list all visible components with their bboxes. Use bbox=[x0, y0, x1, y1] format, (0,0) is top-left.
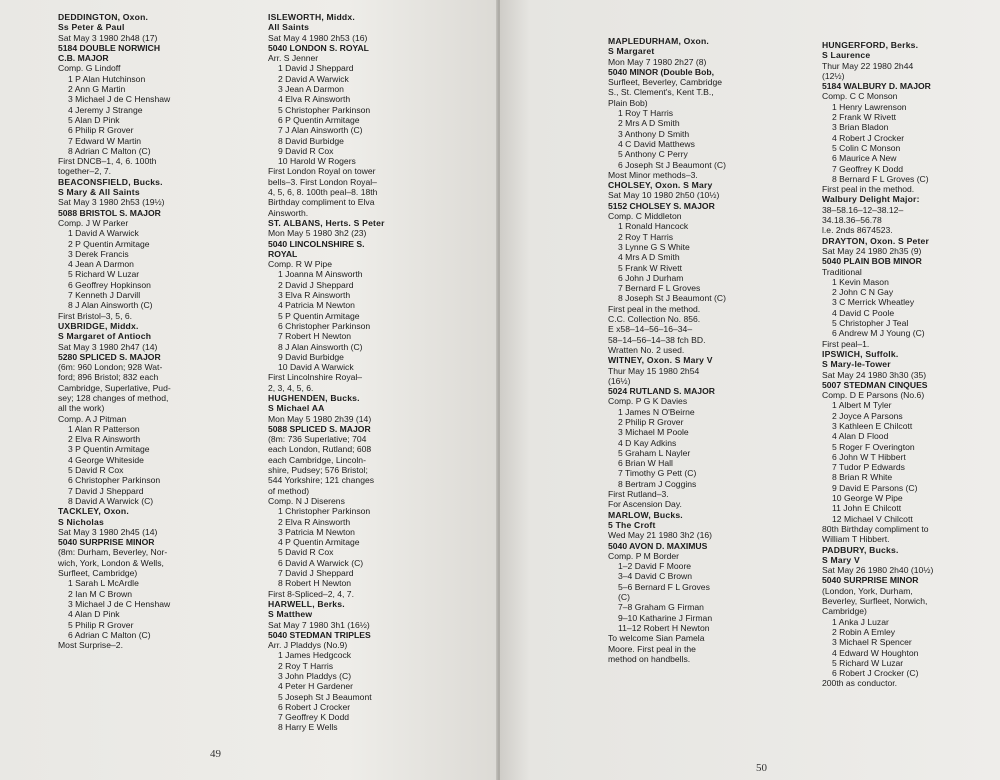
text-line: Ainsworth. bbox=[268, 207, 309, 218]
entry-heading: All Saints bbox=[268, 22, 310, 33]
text-line: Sat May 7 1980 3h1 (16½) bbox=[268, 619, 370, 630]
ringer-line: 1 Ronald Hancock bbox=[618, 221, 689, 232]
ringer-line: 1 Joanna M Ainsworth bbox=[278, 269, 363, 280]
peal-method: 5088 SPLICED S. MAJOR bbox=[268, 423, 371, 434]
text-line: Sat May 3 1980 2h53 (19½) bbox=[58, 197, 165, 208]
ringer-line: 4 C David Matthews bbox=[618, 138, 695, 149]
entry-heading: S Michael AA bbox=[268, 403, 325, 414]
ringer-line: 5 David R Cox bbox=[68, 465, 124, 476]
left-page bbox=[0, 0, 498, 780]
ringer-line: 5 Colin C Monson bbox=[832, 142, 901, 153]
text-line: Thur May 22 1980 2h44 bbox=[822, 60, 914, 71]
ringer-line: 3 Anthony D Smith bbox=[618, 128, 690, 139]
entry-heading: 5 The Croft bbox=[608, 519, 656, 530]
ringer-line: 8 David Burbidge bbox=[278, 135, 344, 146]
text-line: shire, Pudsey; 576 Bristol; bbox=[268, 465, 368, 476]
ringer-line: 3 Brian Bladon bbox=[832, 122, 889, 133]
text-line: For Ascension Day. bbox=[608, 499, 682, 510]
peal-method: 5184 WALBURY D. MAJOR bbox=[822, 81, 931, 92]
peal-method: 5040 PLAIN BOB MINOR bbox=[822, 256, 922, 267]
peal-method: 5088 BRISTOL S. MAJOR bbox=[58, 207, 161, 218]
text-line: (6m: 960 London; 928 Wat- bbox=[58, 362, 163, 373]
entry-heading: CHOLSEY, Oxon. S Mary bbox=[608, 180, 713, 191]
column-4 bbox=[822, 40, 992, 689]
ringer-line: 2 Ian M C Brown bbox=[68, 588, 132, 599]
ringer-line: 1 Roy T Harris bbox=[618, 108, 674, 119]
text-line: First Lincolnshire Royal– bbox=[268, 372, 363, 383]
ringer-line: 6 Brian W Hall bbox=[618, 458, 673, 469]
ringer-line: 6 Philip R Grover bbox=[68, 125, 134, 136]
ringer-line: 6 Geoffrey Hopkinson bbox=[68, 279, 151, 290]
ringer-line: 3 Patricia M Newton bbox=[278, 526, 355, 537]
ringer-line: 5–6 Bernard F L Groves bbox=[618, 581, 710, 592]
ringer-line: 11 John E Chilcott bbox=[832, 503, 902, 514]
ringer-line: 2 Frank W Rivett bbox=[832, 112, 896, 123]
ringer-line: 5 Joseph St J Beaumont bbox=[278, 691, 372, 702]
ringer-line: 6 Robert J Crocker (C) bbox=[832, 668, 919, 679]
text-line: Sat May 3 1980 2h45 (14) bbox=[58, 526, 158, 537]
ringer-line: 8 Brian R White bbox=[832, 472, 893, 483]
ringer-line: 6 P Quentin Armitage bbox=[278, 114, 360, 125]
ringer-line: 12 Michael V Chilcott bbox=[832, 513, 913, 524]
text-line: 34.18.36–56.78 bbox=[822, 215, 882, 226]
entry-heading: IPSWICH, Suffolk. bbox=[822, 348, 899, 359]
text-line: Comp. A J Pitman bbox=[58, 413, 127, 424]
text-line: First Bristol–3, 5, 6. bbox=[58, 310, 133, 321]
text-line: wich, York, London & Wells, bbox=[58, 557, 164, 568]
text-line: ford; 896 Bristol; 832 each bbox=[58, 372, 159, 383]
ringer-line: 3 Lynne G S White bbox=[618, 241, 690, 252]
ringer-line: 6 Adrian C Malton (C) bbox=[68, 629, 151, 640]
ringer-line: 5 Richard W Luzar bbox=[832, 657, 904, 668]
text-line: Comp. N J Diserens bbox=[268, 495, 345, 506]
ringer-line: 3 Elva R Ainsworth bbox=[278, 290, 351, 301]
entry-heading: S Mary V bbox=[822, 554, 860, 565]
ringer-line: 7 Geoffrey K Dodd bbox=[832, 163, 904, 174]
ringer-line: 7 Geoffrey K Dodd bbox=[278, 712, 350, 723]
ringer-line: 2 Roy T Harris bbox=[618, 231, 674, 242]
peal-method: 5040 SURPRISE MINOR bbox=[822, 575, 919, 586]
ringer-line: 6 Maurice A New bbox=[832, 153, 897, 164]
ringer-line: 5 Christopher J Teal bbox=[832, 318, 909, 329]
text-line: Mon May 5 1980 2h39 (14) bbox=[268, 413, 372, 424]
peal-method: 5280 SPLICED S. MAJOR bbox=[58, 351, 161, 362]
text-line: (London, York, Durham, bbox=[822, 585, 913, 596]
entry-heading: DRAYTON, Oxon. S Peter bbox=[822, 235, 930, 246]
text-line: Wratten No. 2 used. bbox=[608, 344, 685, 355]
text-line: each Cambridge, Lincoln- bbox=[268, 454, 366, 465]
text-line: (12½) bbox=[822, 70, 845, 81]
peal-method: 5040 AVON D. MAXIMUS bbox=[608, 540, 708, 551]
ringer-line: 4 Jean A Darmon bbox=[68, 259, 134, 270]
ringer-line: 3 Jean A Darmon bbox=[278, 84, 344, 95]
ringer-line: 4 Elva R Ainsworth bbox=[278, 94, 351, 105]
text-line: Traditional bbox=[822, 266, 862, 277]
ringer-line: 1 David A Warwick bbox=[68, 228, 139, 239]
entry-heading: HUGHENDEN, Bucks. bbox=[268, 392, 360, 403]
entry-heading: ST. ALBANS, Herts. S Peter bbox=[268, 217, 385, 228]
text-line: Sat May 4 1980 2h53 (16) bbox=[268, 32, 368, 43]
peal-method: 5040 LONDON S. ROYAL bbox=[268, 42, 369, 53]
ringer-line: 3–4 David C Brown bbox=[618, 571, 693, 582]
peal-method: 5040 LINCOLNSHIRE S. bbox=[268, 238, 365, 249]
ringer-line: 4 David C Poole bbox=[832, 307, 895, 318]
text-line: Comp. C C Monson bbox=[822, 91, 898, 102]
entry-heading: Ss Peter & Paul bbox=[58, 22, 125, 33]
right-page bbox=[500, 0, 1000, 780]
peal-method: 5152 CHOLSEY S. MAJOR bbox=[608, 200, 715, 211]
ringer-line: 2 David A Warwick bbox=[278, 73, 349, 84]
entry-heading: ISLEWORTH, Middx. bbox=[268, 12, 355, 22]
ringer-line: 1 James N O'Beirne bbox=[618, 406, 695, 417]
text-line: method on handbells. bbox=[608, 653, 691, 664]
ringer-line: 9 David E Parsons (C) bbox=[832, 482, 918, 493]
text-line: Beverley, Surfleet, Norwich, bbox=[822, 596, 928, 607]
ringer-line: 7 David J Sheppard bbox=[278, 568, 354, 579]
ringer-line: 4 Alan D Flood bbox=[832, 431, 889, 442]
peal-method: ROYAL bbox=[268, 248, 298, 259]
ringer-line: 5 Richard W Luzar bbox=[68, 269, 140, 280]
ringer-line: 2 Roy T Harris bbox=[278, 660, 334, 671]
ringer-line: 7 J Alan Ainsworth (C) bbox=[278, 125, 363, 136]
text-line: Moore. First peal in the bbox=[608, 643, 696, 654]
ringer-line: 2 David J Sheppard bbox=[278, 279, 354, 290]
ringer-line: 5 Philip R Grover bbox=[68, 619, 134, 630]
text-line: (8m: 736 Superlative; 704 bbox=[268, 434, 367, 445]
ringer-line: 4 Edward W Houghton bbox=[832, 647, 919, 658]
ringer-line: 1 David J Sheppard bbox=[278, 63, 354, 74]
ringer-line: 7 Robert H Newton bbox=[278, 331, 352, 342]
ringer-line: 3 P Quentin Armitage bbox=[68, 444, 150, 455]
entry-heading: S Matthew bbox=[268, 609, 313, 620]
text-line: of method) bbox=[268, 485, 310, 496]
peal-method: C.B. MAJOR bbox=[58, 53, 109, 64]
entry-heading: TACKLEY, Oxon. bbox=[58, 506, 129, 517]
text-line: l.e. 2nds 8674523. bbox=[822, 225, 893, 236]
ringer-line: 5 Anthony C Perry bbox=[618, 149, 688, 160]
text-line: (16½) bbox=[608, 375, 631, 386]
column-1 bbox=[58, 12, 258, 650]
ringer-line: 2 Joyce A Parsons bbox=[832, 410, 903, 421]
ringer-line: 1 Kevin Mason bbox=[832, 276, 889, 287]
page-number-left: 49 bbox=[210, 748, 221, 760]
column-2 bbox=[268, 12, 478, 733]
text-line: Comp. J W Parker bbox=[58, 217, 129, 228]
peal-method: 5184 DOUBLE NORWICH bbox=[58, 42, 161, 53]
text-line: each London, Rutland; 608 bbox=[268, 444, 372, 455]
ringer-line: 5 Roger F Overington bbox=[832, 441, 915, 452]
ringer-line: 4 Peter H Gardener bbox=[278, 681, 353, 692]
ringer-line: 4 D Kay Adkins bbox=[618, 437, 677, 448]
ringer-line: 6 Christopher Parkinson bbox=[278, 320, 371, 331]
ringer-line: 3 Kathleen E Chilcott bbox=[832, 420, 913, 431]
ringer-line: 5 Christopher Parkinson bbox=[278, 104, 371, 115]
ringer-line: 4 Jeremy J Strange bbox=[68, 104, 143, 115]
page-number-right: 50 bbox=[756, 762, 767, 774]
text-line: 38–58.16–12–38.12– bbox=[822, 204, 904, 215]
text-line: Sat May 3 1980 2h47 (14) bbox=[58, 341, 158, 352]
ringer-line: 8 Bernard F L Groves (C) bbox=[832, 173, 929, 184]
ringer-line: 6 John J Durham bbox=[618, 272, 684, 283]
text-line: Comp. D E Parsons (No.6) bbox=[822, 390, 925, 401]
ringer-line: 8 Robert H Newton bbox=[278, 578, 352, 589]
ringer-line: 6 Andrew M J Young (C) bbox=[832, 328, 925, 339]
ringer-line: 3 Derek Francis bbox=[68, 248, 129, 259]
ringer-line: 9 David Burbidge bbox=[278, 351, 344, 362]
ringer-line: 10 David A Warwick bbox=[278, 362, 354, 373]
column-3 bbox=[608, 36, 808, 664]
text-line: Sat May 26 1980 2h40 (10½) bbox=[822, 565, 934, 576]
ringer-line: 2 John C N Gay bbox=[832, 287, 894, 298]
text-line: Thur May 15 1980 2h54 bbox=[608, 365, 700, 376]
text-line: William T Hibbert. bbox=[822, 534, 890, 545]
ringer-line: 4 Robert J Crocker bbox=[832, 132, 905, 143]
entry-heading: Walbury Delight Major: bbox=[822, 194, 920, 205]
text-line: Surfleet, Beverley, Cambridge bbox=[608, 77, 722, 88]
text-line: Sat May 24 1980 3h30 (35) bbox=[822, 369, 927, 380]
text-line: S., St. Clement's, Kent T.B., bbox=[608, 87, 714, 98]
ringer-line: 8 Adrian C Malton (C) bbox=[68, 145, 151, 156]
entry-heading: BEACONSFIELD, Bucks. bbox=[58, 176, 163, 187]
text-line: bells–3. First London Royal– bbox=[268, 176, 377, 187]
entry-heading: S Nicholas bbox=[58, 516, 104, 527]
entry-heading: MARLOW, Bucks. bbox=[608, 509, 683, 520]
ringer-line: 10 George W Pipe bbox=[832, 493, 903, 504]
ringer-line: 5 Alan D Pink bbox=[68, 114, 120, 125]
ringer-line: 4 Alan D Pink bbox=[68, 609, 120, 620]
text-line: 80th Birthday compliment to bbox=[822, 523, 929, 534]
text-line: Cambridge, Superlative, Pud- bbox=[58, 382, 171, 393]
text-line: 2, 3, 4, 5, 6. bbox=[268, 382, 314, 393]
ringer-line: 5 David R Cox bbox=[278, 547, 334, 558]
ringer-line: 3 Michael R Spencer bbox=[832, 637, 912, 648]
text-line: First 8-Spliced–2, 4, 7. bbox=[268, 588, 354, 599]
text-line: 4, 5, 6, 8. 100th peal–8. 18th bbox=[268, 187, 378, 198]
ringer-line: 5 Frank W Rivett bbox=[618, 262, 682, 273]
ringer-line: 3 John Pladdys (C) bbox=[278, 671, 352, 681]
ringer-line: (C) bbox=[618, 592, 630, 603]
text-line: Arr. S Jenner bbox=[268, 53, 319, 64]
ringer-line: 1–2 David F Moore bbox=[618, 561, 692, 572]
ringer-line: 1 P Alan Hutchinson bbox=[68, 73, 146, 84]
ringer-line: 3 C Merrick Wheatley bbox=[832, 297, 915, 308]
ringer-line: 9–10 Katharine J Firman bbox=[618, 612, 713, 623]
ringer-line: 9 David R Cox bbox=[278, 145, 334, 156]
text-line: To welcome Sian Pamela bbox=[608, 633, 705, 644]
peal-method: 5040 STEDMAN TRIPLES bbox=[268, 629, 371, 640]
ringer-line: 3 Michael J de C Henshaw bbox=[68, 598, 171, 609]
peal-method: 5007 STEDMAN CINQUES bbox=[822, 379, 928, 390]
text-line: Mon May 7 1980 2h27 (8) bbox=[608, 56, 707, 67]
text-line: (8m: Durham, Beverley, Nor- bbox=[58, 547, 168, 558]
ringer-line: 6 Joseph St J Beaumont (C) bbox=[618, 159, 726, 170]
text-line: First London Royal on tower bbox=[268, 166, 376, 177]
text-line: Comp. G Lindoff bbox=[58, 63, 121, 74]
text-line: Comp. C Middleton bbox=[608, 211, 682, 222]
entry-heading: HARWELL, Berks. bbox=[268, 598, 345, 609]
text-line: 544 Yorkshire; 121 changes bbox=[268, 475, 375, 486]
text-line: C.C. Collection No. 856. bbox=[608, 314, 701, 325]
text-line: First peal in the method. bbox=[608, 303, 701, 314]
text-line: Surfleet, Cambridge) bbox=[58, 568, 138, 579]
ringer-line: 2 P Quentin Armitage bbox=[68, 238, 150, 249]
ringer-line: 4 Patricia M Newton bbox=[278, 300, 355, 311]
text-line: First peal–1. bbox=[822, 338, 870, 349]
text-line: 200th as conductor. bbox=[822, 678, 898, 689]
entry-heading: S Mary-le-Tower bbox=[822, 359, 891, 370]
ringer-line: 7 Edward W Martin bbox=[68, 135, 142, 146]
text-line: First peal in the method. bbox=[822, 184, 915, 195]
text-line: First Rutland–3. bbox=[608, 489, 669, 500]
ringer-line: 8 Bertram J Coggins bbox=[618, 478, 697, 489]
entry-heading: MAPLEDURHAM, Oxon. bbox=[608, 36, 709, 46]
text-line: Sat May 24 1980 2h35 (9) bbox=[822, 245, 922, 256]
text-line: Cambridge) bbox=[822, 606, 867, 617]
text-line: Comp. R W Pipe bbox=[268, 259, 332, 270]
ringer-line: 2 Robin A Emley bbox=[832, 626, 896, 637]
entry-heading: S Margaret of Antioch bbox=[58, 331, 152, 342]
ringer-line: 1 Sarah L McArdle bbox=[68, 578, 139, 589]
text-line: all the work) bbox=[58, 403, 105, 414]
ringer-line: 2 Philip R Grover bbox=[618, 416, 684, 427]
text-line: Sat May 3 1980 2h48 (17) bbox=[58, 32, 158, 43]
text-line: Most Minor methods–3. bbox=[608, 169, 698, 180]
ringer-line: 2 Ann G Martin bbox=[68, 84, 126, 95]
text-line: Comp. P M Border bbox=[608, 550, 680, 561]
ringer-line: 1 Albert M Tyler bbox=[832, 400, 892, 411]
text-line: Wed May 21 1980 3h2 (16) bbox=[608, 530, 712, 541]
ringer-line: 2 Elva R Ainsworth bbox=[68, 434, 141, 445]
ringer-line: 11–12 Robert H Newton bbox=[618, 622, 710, 633]
ringer-line: 7–8 Graham G Firman bbox=[618, 602, 704, 613]
text-line: together–2, 7. bbox=[58, 166, 112, 177]
text-line: 58–14–56–14–38 fch BD. bbox=[608, 334, 706, 345]
ringer-line: 1 Anka J Luzar bbox=[832, 616, 889, 627]
ringer-line: 4 George Whiteside bbox=[68, 454, 144, 465]
text-line: Plain Bob) bbox=[608, 97, 648, 108]
ringer-line: 6 John W T Hibbert bbox=[832, 451, 906, 462]
entry-heading: UXBRIDGE, Middx. bbox=[58, 320, 139, 331]
ringer-line: 5 Graham L Nayler bbox=[618, 447, 691, 458]
text-line: Sat May 10 1980 2h50 (10½) bbox=[608, 190, 720, 201]
ringer-line: 7 Bernard F L Groves bbox=[618, 283, 701, 294]
ringer-line: 7 Kenneth J Darvill bbox=[68, 290, 141, 301]
entry-heading: WITNEY, Oxon. S Mary V bbox=[608, 355, 713, 366]
ringer-line: 2 Mrs A D Smith bbox=[618, 118, 680, 129]
entry-heading: PADBURY, Bucks. bbox=[822, 544, 899, 555]
ringer-line: 8 J Alan Ainsworth (C) bbox=[278, 341, 363, 352]
ringer-line: 7 Timothy G Pett (C) bbox=[618, 468, 697, 479]
ringer-line: 8 J Alan Ainsworth (C) bbox=[68, 300, 153, 311]
peal-method: 5040 SURPRISE MINOR bbox=[58, 537, 155, 548]
ringer-line: 1 James Hedgcock bbox=[278, 650, 352, 661]
ringer-line: 4 P Quentin Armitage bbox=[278, 537, 360, 548]
text-line: Comp. P G K Davies bbox=[608, 396, 688, 407]
text-line: First DNCB–1, 4, 6. 100th bbox=[58, 156, 157, 167]
text-line: Most Surprise–2. bbox=[58, 640, 123, 651]
ringer-line: 6 Christopher Parkinson bbox=[68, 475, 161, 486]
ringer-line: 5 P Quentin Armitage bbox=[278, 310, 360, 321]
entry-heading: DEDDINGTON, Oxon. bbox=[58, 12, 149, 22]
ringer-line: 6 David A Warwick (C) bbox=[278, 557, 364, 568]
ringer-line: 6 Robert J Crocker bbox=[278, 701, 351, 712]
peal-method: 5040 MINOR (Double Bob, bbox=[608, 66, 714, 77]
ringer-line: 7 Tudor P Edwards bbox=[832, 462, 905, 473]
ringer-line: 1 Alan R Patterson bbox=[68, 423, 140, 434]
ringer-line: 2 Elva R Ainsworth bbox=[278, 516, 351, 527]
text-line: Mon May 5 1980 3h2 (23) bbox=[268, 228, 367, 239]
text-line: E x58–14–56–16–34– bbox=[608, 324, 693, 335]
entry-heading: S Mary & All Saints bbox=[58, 187, 140, 198]
text-line: Birthday compliment to Elva bbox=[268, 197, 375, 208]
ringer-line: 1 Henry Lawrenson bbox=[832, 101, 907, 112]
entry-heading: S Laurence bbox=[822, 50, 871, 61]
ringer-line: 7 David J Sheppard bbox=[68, 485, 144, 496]
text-line: sey; 128 changes of method, bbox=[58, 392, 169, 403]
entry-heading: HUNGERFORD, Berks. bbox=[822, 40, 919, 50]
entry-heading: S Margaret bbox=[608, 46, 655, 57]
ringer-line: 3 Michael J de C Henshaw bbox=[68, 94, 171, 105]
ringer-line: 10 Harold W Rogers bbox=[278, 156, 356, 167]
ringer-line: 4 Mrs A D Smith bbox=[618, 252, 680, 263]
peal-method: 5024 RUTLAND S. MAJOR bbox=[608, 386, 715, 397]
ringer-line: 8 Joseph St J Beaumont (C) bbox=[618, 293, 726, 304]
ringer-line: 8 David A Warwick (C) bbox=[68, 495, 154, 506]
ringer-line: 1 Christopher Parkinson bbox=[278, 506, 371, 517]
ringer-line: 8 Harry E Wells bbox=[278, 722, 338, 733]
ringer-line: 3 Michael M Poole bbox=[618, 427, 689, 438]
text-line: Arr. J Pladdys (No.9) bbox=[268, 640, 348, 651]
